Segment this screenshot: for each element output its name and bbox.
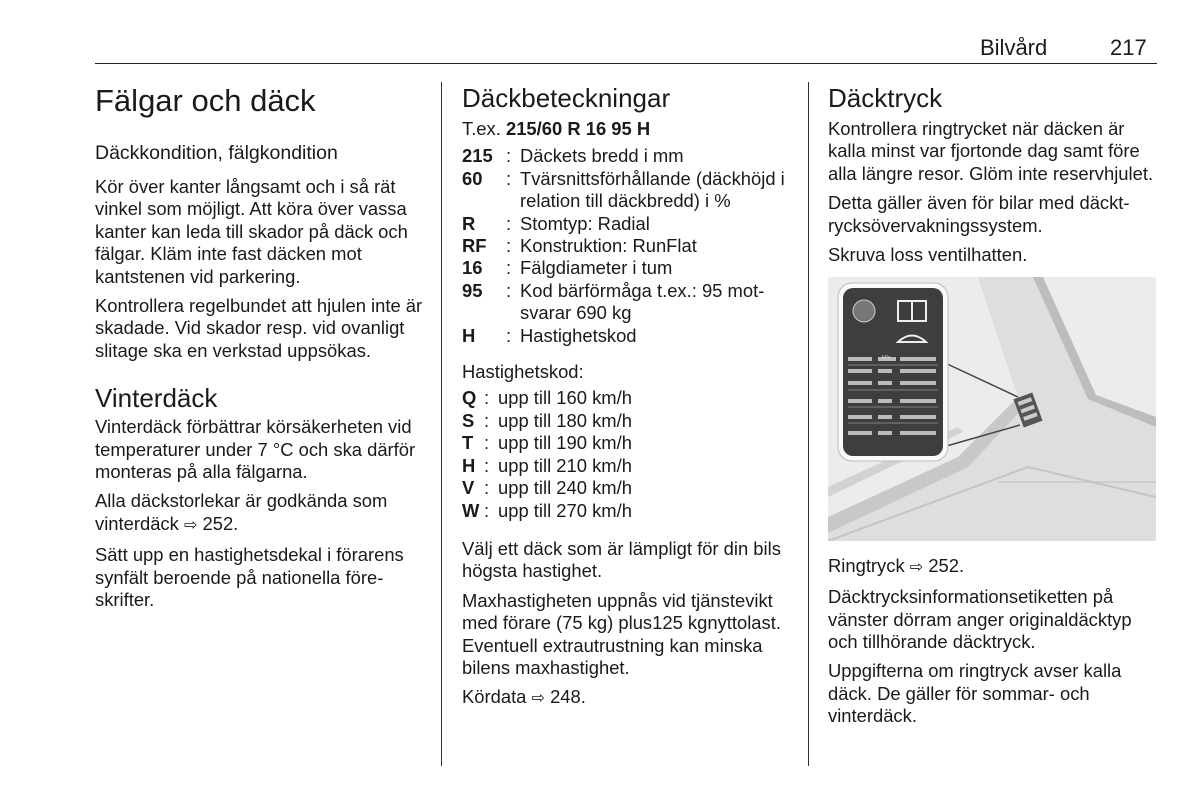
page-ref[interactable]: 252.: [928, 554, 965, 576]
column-1: [95, 78, 427, 612]
speed-key: W: [462, 499, 480, 521]
paragraph: [828, 555, 1158, 579]
table-row: [462, 455, 632, 477]
code-value: Stomtyp: Radial: [520, 212, 650, 234]
speed-value: upp till 180 km/h: [498, 409, 632, 431]
code-table: [462, 145, 792, 347]
paragraph-text: Alla däckstorlekar är godkända som vinterdäck: [95, 490, 388, 534]
speed-value: upp till 240 km/h: [498, 477, 632, 499]
code-value: Fälgdiameter i tum: [520, 257, 673, 279]
separator: :: [484, 454, 490, 476]
speed-key: H: [462, 454, 476, 476]
code-value: Däckets bredd i mm: [520, 145, 684, 167]
column-divider-1: [441, 82, 442, 766]
separator: :: [506, 324, 512, 346]
page-ref[interactable]: 248.: [550, 686, 586, 708]
table-row: [462, 432, 632, 454]
code-value: Konstruktion: RunFlat: [520, 235, 697, 257]
paragraph: Maxhastigheten uppnås vid tjänstevikt med förare (75 kg) plus125 kgnyttolast. Eventuell extrautrustning kan minska bilens maxhastighet.: [462, 589, 781, 678]
separator: :: [506, 212, 512, 234]
speed-value: upp till 210 km/h: [498, 454, 632, 476]
table-row: [462, 500, 632, 522]
code-key: 16: [462, 257, 483, 279]
paragraph: Välj ett däck som är lämpligt för din bils högsta hastighet.: [462, 537, 781, 582]
paragraph: Sätt upp en hastighetsdekal i förarens synfält beroende på nationella föreskrifter.: [95, 544, 404, 611]
table-row: [462, 410, 632, 432]
code-key: R: [462, 212, 476, 234]
speed-label: Hastighetskod:: [462, 361, 584, 383]
column-2: [462, 78, 792, 711]
code-value: Kod bärförmåga t.ex.: 95 motsvarar 690 kg: [520, 279, 765, 324]
paragraph: [95, 490, 427, 537]
subsection-title: Däckkondition, fälgkondition: [95, 142, 338, 164]
separator: :: [506, 167, 512, 189]
code-value: Tvärsnittsförhållande (däckhöjd i relation till däckbredd) i %: [520, 167, 785, 212]
section-title: Däckbeteckningar: [462, 83, 671, 113]
page-ref[interactable]: 252.: [202, 512, 239, 534]
code-key: H: [462, 324, 476, 346]
paragraph: Detta gäller även för bilar med däcktrycksövervakningssystem.: [828, 192, 1130, 236]
separator: :: [506, 257, 512, 279]
table-row: [462, 145, 792, 167]
speed-value: upp till 190 km/h: [498, 432, 632, 454]
page-ref-icon: ⇨: [183, 516, 198, 534]
separator: :: [484, 499, 490, 521]
table-row: [462, 280, 792, 325]
code-value: Hastighetskod: [520, 324, 637, 346]
separator: :: [506, 235, 512, 257]
speed-key: V: [462, 477, 475, 499]
header-section: Bilvård: [980, 35, 1048, 60]
paragraph: Kontrollera regelbundet att hjulen inte är skadade. Vid skador resp. vid ovanligt slitage ska en verkstad uppsökas.: [95, 295, 423, 361]
header-rule: [95, 63, 1157, 64]
tire-pressure-label-illustration: [828, 277, 1156, 541]
paragraph: Vinterdäck förbättrar körsäkerheten vid temperaturer under 7 °C och ska därför monteras på alla fälgarna.: [95, 416, 416, 483]
separator: :: [484, 432, 490, 454]
code-key: 215: [462, 145, 493, 167]
column-3: [828, 78, 1158, 728]
speed-table: [462, 387, 632, 521]
section-title: Fälgar och däck: [95, 83, 316, 118]
table-row: [462, 235, 792, 257]
speed-key: S: [462, 409, 475, 431]
speed-key: Q: [462, 387, 477, 409]
separator: :: [484, 387, 490, 409]
code-key: 95: [462, 279, 483, 301]
table-row: [462, 325, 792, 347]
speed-value: upp till 270 km/h: [498, 499, 632, 521]
paragraph: Däcktrycksinformationsetiketten på vänster dörram anger originaldäcktyp och tillhörande däcktryck.: [828, 586, 1132, 653]
example-line: [462, 118, 792, 140]
example-value: 215/60 R 16 95 H: [505, 118, 651, 139]
code-key: 60: [462, 167, 483, 189]
separator: :: [484, 409, 490, 431]
separator: :: [506, 145, 512, 167]
page-ref-icon: ⇨: [909, 558, 924, 576]
table-row: [462, 387, 632, 409]
code-key: RF: [462, 235, 487, 257]
table-row: [462, 213, 792, 235]
paragraph-text: Kördata: [462, 686, 527, 708]
table-row: [462, 257, 792, 279]
paragraph: Skruva loss ventilhatten.: [828, 244, 1028, 266]
paragraph: Kontrollera ringtrycket när däcken är kalla minst var fjortonde dag samt före alla längre resor. Glöm inte reservhjulet.: [828, 118, 1154, 184]
column-divider-2: [808, 82, 809, 766]
paragraph: Kör över kanter långsamt och i så rät vinkel som möjligt. Att köra över vassa kanter kan leda till skador på däck och fälgar. Kläm inte fast däcken mot kantstenen vid parkering.: [95, 176, 408, 287]
separator: :: [484, 477, 490, 499]
speed-value: upp till 160 km/h: [498, 387, 632, 409]
section-heading: Vinterdäck: [95, 383, 218, 414]
page-number: 217: [1110, 35, 1147, 60]
table-row: [462, 477, 632, 499]
paragraph: Uppgifterna om ringtryck avser kalla däck. De gäller för sommar- och vinterdäck.: [828, 660, 1122, 727]
example-label: T.ex.: [462, 118, 501, 139]
table-row: [462, 168, 792, 213]
paragraph-text: Ringtryck: [828, 554, 905, 576]
paragraph: [462, 686, 792, 710]
svg-text:kPa: kPa: [882, 355, 891, 362]
section-title: Däcktryck: [828, 83, 943, 113]
separator: :: [506, 279, 512, 301]
page-ref-icon: ⇨: [531, 690, 545, 708]
speed-key: T: [462, 432, 474, 454]
